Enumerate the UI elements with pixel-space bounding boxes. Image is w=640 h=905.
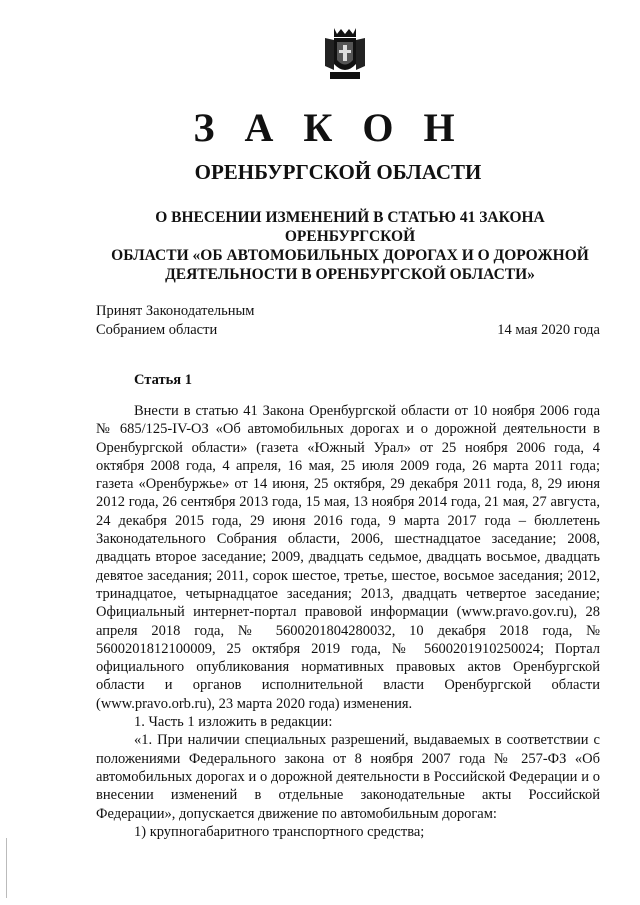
law-title: З А К О Н [193,105,465,150]
paragraph-intro: Внести в статью 41 Закона Оренбургской области от 10 ноября 2006 года № 685/125-IV-ОЗ «Об автомобильных дорогах и о дорожной деятельности в Оренбургской области» (газета «Южный Урал» от 25 ноября 2006 года, 4 октября 2008 года, 4 апреля, 16 мая, 25 июля 2009 года, 26 марта 2011 года; газета «Оренбуржье» от 14 июня, 25 октября, 29 декабря 2011 года, 8, 29 июня 2012 года, 26 сентября 2013 года, 15 мая, 13 ноября 2014 года, 21 мая, 27 августа, 24 декабря 2015 года, 29 июня 2016 года, 9 марта 2017 года – бюллетень Законодательного Собрания области, 2006, шестнадцатое заседание; 2008, двадцать второе заседание; 2009, двадцать седьмое, двадцать восьмое, двадцать девятое заседания; 2011, сорок шестое, третье, шестое, восьмое заседания; 2012, тринадцатое, четырнадцатое заседания; 2013, двадцать четвертое заседание; Официальный интернет-портал правовой информации (www.pravo.gov.ru), 28 апреля 2018 года, № 5600201804280032, 10 декабря 2018 года, № 5600201812100009, 25 октября 2019 года, № 5600201910250024; Портал официального опубликования нормативных правовых актов Оренбургской области и органов исполнительной власти Оренбургской области (www.pravo.orb.ru), 23 марта 2020 года) изменения. [96,403,600,712]
region-name: ОРЕНБУРГСКОЙ ОБЛАСТИ [194,160,482,184]
article-body [96,402,600,841]
paragraph-item: 1. Часть 1 изложить в редакции: [134,714,333,731]
paragraph-subitem: 1) крупногабаритного транспортного средства; [134,823,425,840]
paragraph-quote: «1. При наличии специальных разрешений, выдаваемых в соответствии с положениями Федерального закона от 8 ноября 2007 года № 257-ФЗ «Об автомобильных дорогах и о дорожной деятельности в Российской Федерации и о внесении изменений в отдельные законодательные акты Российской Федерации», допускается движение по автомобильным дорогам: [96,732,600,822]
adoption-line: Собранием области [96,322,218,338]
adoption-line: Принят Законодательным [96,303,255,319]
article-heading: Статья 1 [134,372,192,388]
subject-line: О ВНЕСЕНИИ ИЗМЕНЕНИЙ В СТАТЬЮ 41 ЗАКОНА ОРЕНБУРГСКОЙ [155,209,545,245]
adoption-note [96,302,254,340]
scan-margin-line [6,838,7,898]
subject-line: ДЕЯТЕЛЬНОСТИ В ОРЕНБУРГСКОЙ ОБЛАСТИ» [165,266,535,283]
adoption-date: 14 мая 2020 года [497,322,600,338]
law-subject [110,208,590,284]
subject-line: ОБЛАСТИ «ОБ АВТОМОБИЛЬНЫХ ДОРОГАХ И О ДОРОЖНОЙ [111,247,589,264]
coat-of-arms-icon [322,26,368,82]
